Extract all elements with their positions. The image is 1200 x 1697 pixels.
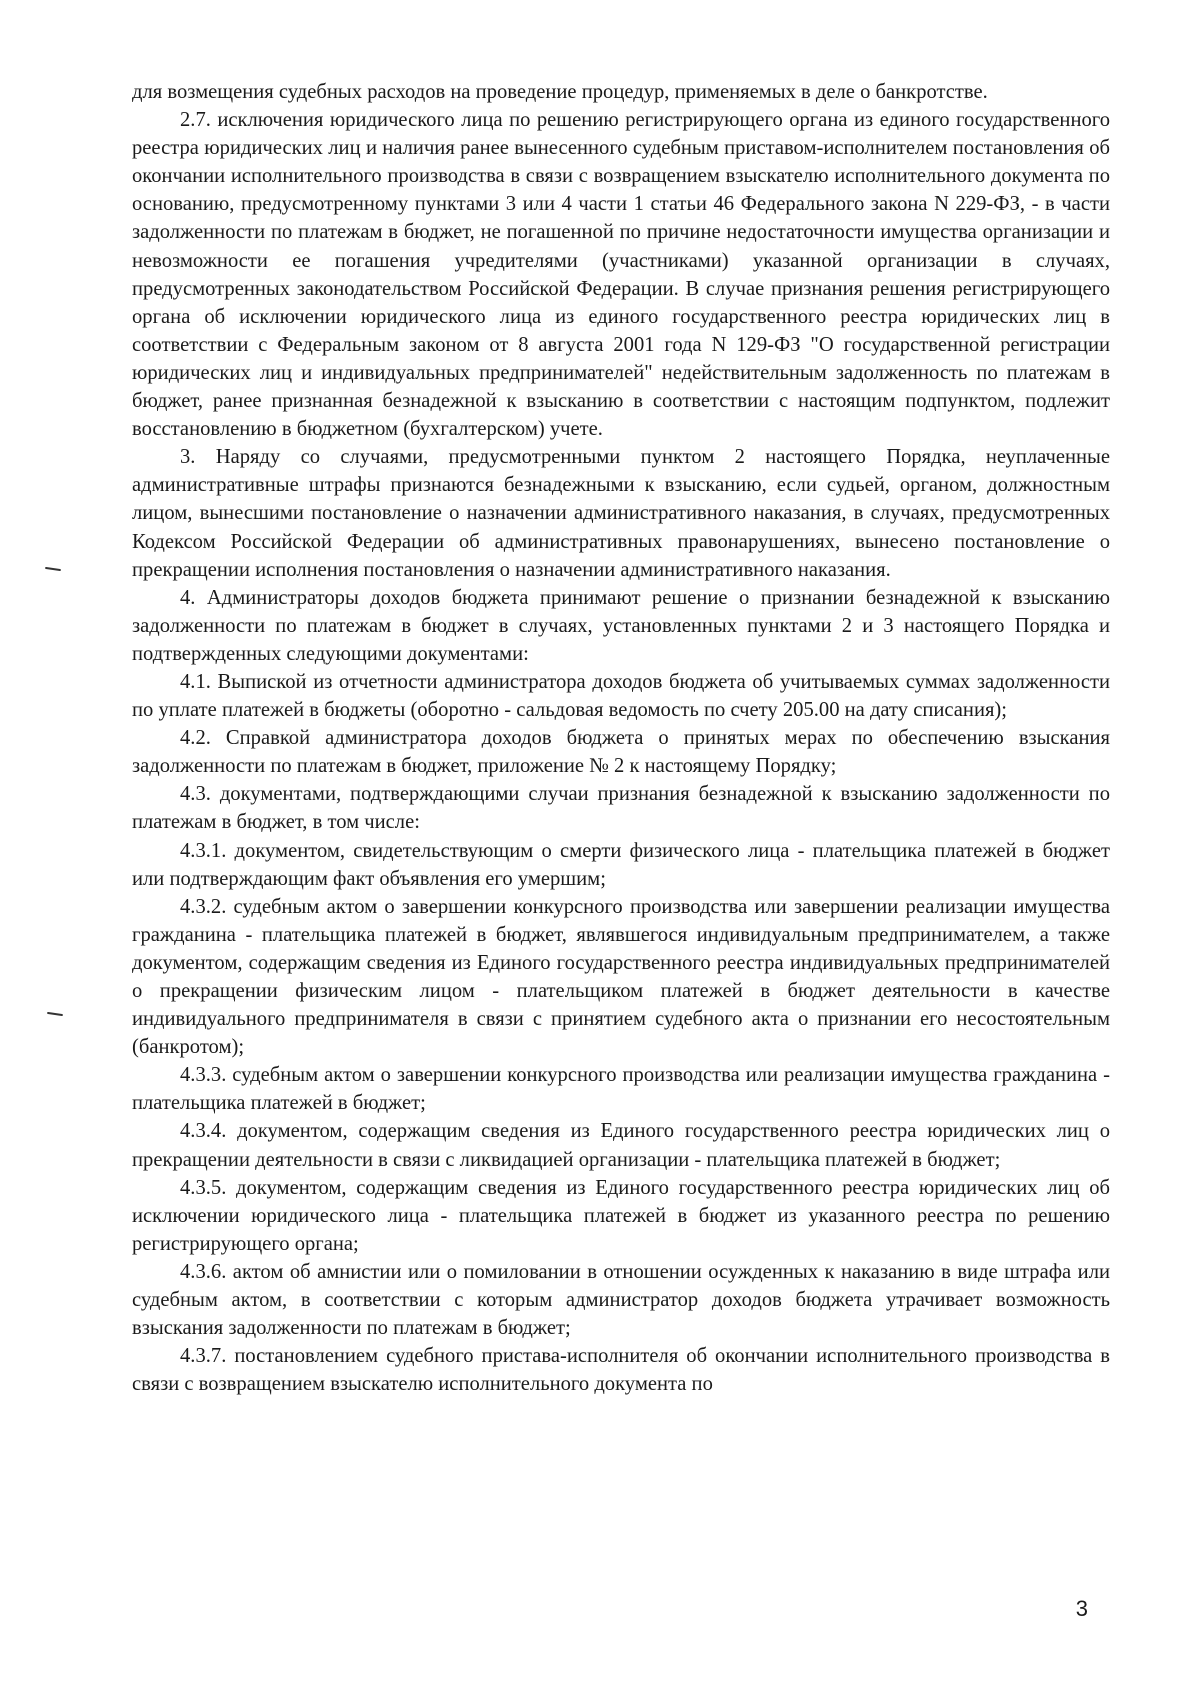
paragraph-3: 3. Наряду со случаями, предусмотренными пунктом 2 настоящего Порядка, неуплаченные административные штрафы признаются безнадежными к взысканию, если судьей, органом, должностным лицом, вынесшими постановление о назначении административного наказания, в случаях, предусмотренных Кодексом Российской Федерации об административных правонарушениях, вынесено постановление о прекращении исполнения постановления о назначении административного наказания. [132,446,1110,581]
paragraph-4-3: 4.3. документами, подтверждающими случаи признания безнадежной к взысканию задолженности по платежам в бюджет, в том числе: [132,783,1110,834]
paragraph-4: 4. Администраторы доходов бюджета принимают решение о признании безнадежной к взысканию задолженности по платежам в бюджет в случаях, установленных пунктами 2 и 3 настоящего Порядка и подтвержденных следующими документами: [132,586,1110,665]
paragraph-4-3-3: 4.3.3. судебным актом о завершении конкурсного производства или реализации имущества гражданина - плательщика платежей в бюджет; [132,1064,1110,1115]
paragraph-4-3-6: 4.3.6. актом об амнистии или о помиловании в отношении осужденных к наказанию в виде штрафа или судебным актом, в соответствии с которым администратор доходов бюджета утрачивает возможность взыскания задолженности по платежам в бюджет; [132,1260,1110,1340]
paragraph-4-3-2: 4.3.2. судебным актом о завершении конкурсного производства или завершении реализации имущества гражданина - плательщика платежей в бюджет, являвшегося индивидуальным предпринимателем, а также документом, содержащим сведения из Единого государственного реестра индивидуальных предпринимателей о прекращении физическим лицом - плательщиком платежей в бюджет деятельности в качестве индивидуального предпринимателя в связи с принятием судебного акта о признании его несостоятельным (банкротом); [132,895,1110,1059]
paragraph-4-3-7: 4.3.7. постановлением судебного пристава-исполнителя об окончании исполнительного производства в связи с возвращением взыскателю исполнительного документа по [132,1345,1110,1396]
margin-mark [45,567,61,571]
paragraph-4-1: 4.1. Выпиской из отчетности администратора доходов бюджета об учитываемых суммах задолженности по уплате платежей в бюджеты (оборотно - сальдовая ведомость по счету 205.00 на дату списания); [132,670,1110,722]
paragraph-continued: для возмещения судебных расходов на проведение процедур, применяемых в деле о банкротстве. [132,81,988,103]
paragraph-4-2: 4.2. Справкой администратора доходов бюджета о принятых мерах по обеспечению взыскания задолженности по платежам в бюджет, приложение № 2 к настоящему Порядку; [132,727,1110,778]
paragraph-4-3-4: 4.3.4. документом, содержащим сведения из Единого государственного реестра юридических лиц о прекращении деятельности в связи с ликвидацией организации - плательщика платежей в бюджет; [132,1120,1110,1171]
paragraph-4-3-1: 4.3.1. документом, свидетельствующим о смерти физического лица - плательщика платежей в бюджет или подтверждающим факт объявления его умершим; [132,839,1110,890]
paragraph-2-7: 2.7. исключения юридического лица по решению регистрирующего органа из единого государственного реестра юридических лиц и наличия ранее вынесенного судебным приставом-исполнителем постановления об окончании исполнительного производства в связи с возвращением взыскателю исполнительного документа по основанию, предусмотренному пунктами 3 или 4 части 1 статьи 46 Федерального закона N 229-ФЗ, - в части задолженности по платежам в бюджет, не погашенной по причине недостаточности имущества организации и невозможности ее погашения учредителями (участниками) указанной организации в случаях, предусмотренных законодательством Российской Федерации. В случае признания решения регистрирующего органа об исключении юридического лица из единого государственного реестра юридических лиц в соответствии с Федеральным законом от 8 августа 2001 года N 129-ФЗ "О государственной регистрации юридических лиц и индивидуальных предпринимателей" недействительным задолженность по платежам в бюджет, ранее признанная безнадежной к взысканию в соответствии с настоящим подпунктом, подлежит восстановлению в бюджетном (бухгалтерском) учете. [132,109,1110,441]
paragraph-4-3-5: 4.3.5. документом, содержащим сведения из Единого государственного реестра юридических лиц об исключении юридического лица - плательщика платежей в бюджет из указанного реестра по решению регистрирующего органа; [132,1176,1110,1255]
page-number: 3 [1075,1596,1088,1621]
document-body [132,78,1110,1398]
margin-mark [47,1012,63,1016]
